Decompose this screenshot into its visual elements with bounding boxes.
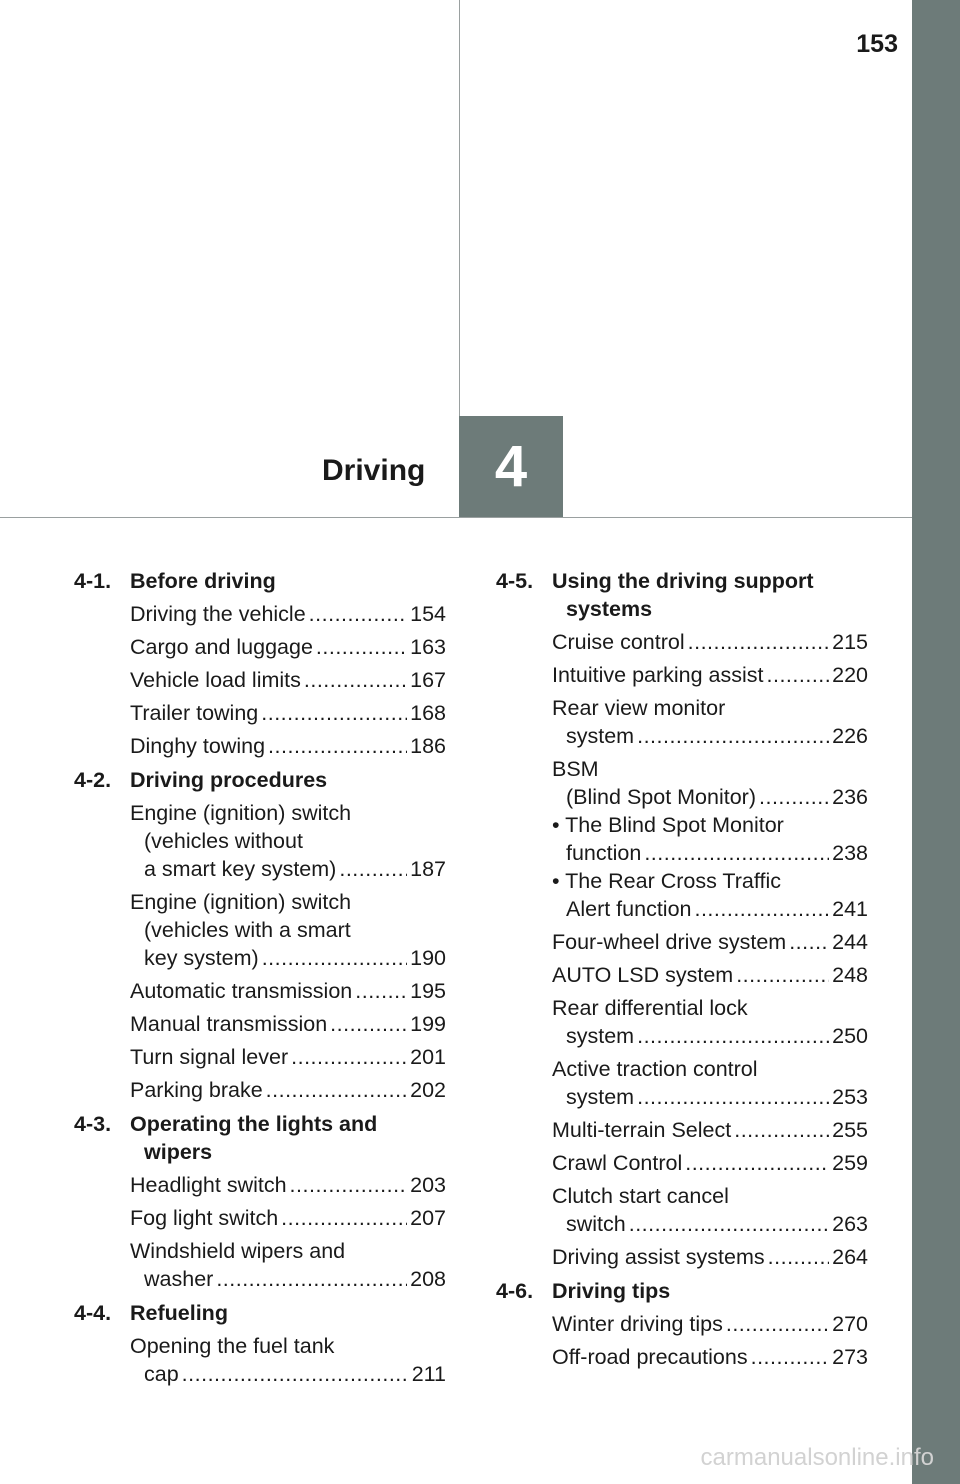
toc-entry[interactable] (130, 799, 446, 883)
toc-entry[interactable] (552, 811, 868, 867)
toc-entry[interactable] (130, 1237, 446, 1293)
leader-dots (726, 1310, 829, 1338)
section-heading (74, 1110, 446, 1166)
entry-title: Vehicle load limits (130, 668, 301, 692)
section-title (552, 567, 868, 623)
entry-title: system (566, 1024, 635, 1048)
section-title (130, 766, 446, 794)
leader-dots (767, 661, 830, 689)
leader-dots (316, 633, 407, 661)
section-title-line: wipers (144, 1140, 213, 1164)
chapter-number-box (459, 416, 563, 517)
leader-dots (637, 1083, 829, 1111)
entry-title: Automatic transmission (130, 979, 353, 1003)
page-number: 153 (856, 30, 898, 58)
vertical-divider (459, 0, 460, 416)
entry-title: system (566, 724, 635, 748)
section-number: 4-5. (496, 569, 534, 593)
toc-right-column (496, 567, 868, 1377)
entry-page-number[interactable]: 190 (410, 946, 446, 970)
toc-entry[interactable] (130, 633, 446, 661)
entry-title: Trailer towing (130, 701, 259, 725)
toc-entry[interactable] (552, 928, 868, 956)
entry-title: washer (144, 1267, 214, 1291)
toc-entry[interactable] (130, 699, 446, 727)
leader-dots (262, 944, 407, 972)
entry-page-number[interactable]: 201 (410, 1045, 446, 1069)
entry-title: Four-wheel drive system (552, 930, 787, 954)
entry-text-line: (vehicles without (144, 829, 303, 853)
entry-page-number[interactable]: 244 (832, 930, 868, 954)
entry-title: key system) (144, 946, 259, 970)
leader-dots (290, 1171, 408, 1199)
toc-entry[interactable] (130, 1171, 446, 1199)
section-number: 4-1. (74, 569, 112, 593)
toc-section (74, 766, 446, 1104)
leader-dots (304, 666, 407, 694)
section-title-line: Operating the lights and (130, 1112, 378, 1136)
entry-title: Intuitive parking assist (552, 663, 764, 687)
leader-dots (339, 855, 407, 883)
leader-dots (685, 1149, 829, 1177)
section-title-line: Driving tips (552, 1279, 671, 1303)
entry-page-number[interactable]: 186 (410, 734, 446, 758)
entry-title: Off-road precautions (552, 1345, 748, 1369)
entry-text-line: • The Blind Spot Monitor (552, 813, 784, 837)
entry-title: Parking brake (130, 1078, 263, 1102)
section-number: 4-3. (74, 1112, 112, 1136)
entry-text-line: Windshield wipers and (130, 1239, 346, 1263)
toc-entry[interactable] (552, 628, 868, 656)
entry-page-number[interactable]: 248 (832, 963, 868, 987)
section-heading (496, 1277, 868, 1305)
chapter-side-bar (912, 0, 960, 1484)
leader-dots (768, 1243, 829, 1271)
toc-left-column (74, 567, 446, 1394)
section-title (130, 1110, 446, 1166)
entry-title: Crawl Control (552, 1151, 683, 1175)
toc-entry[interactable] (130, 600, 446, 628)
toc-entry[interactable] (130, 732, 446, 760)
leader-dots (644, 839, 829, 867)
section-title (552, 1277, 868, 1305)
toc-entry[interactable] (552, 1149, 868, 1177)
entry-page-number[interactable]: 253 (832, 1085, 868, 1109)
leader-dots (759, 783, 829, 811)
leader-dots (291, 1043, 407, 1071)
leader-dots (751, 1343, 830, 1371)
entry-title: Winter driving tips (552, 1312, 723, 1336)
section-number: 4-2. (74, 768, 112, 792)
entry-title: Turn signal lever (130, 1045, 289, 1069)
entry-title: Driving assist systems (552, 1245, 765, 1269)
entry-text-line: Engine (ignition) switch (130, 890, 352, 914)
entry-page-number[interactable]: 236 (832, 785, 868, 809)
entry-text-line: Engine (ignition) switch (130, 801, 352, 825)
leader-dots (789, 928, 829, 956)
entry-page-number[interactable]: 187 (410, 857, 446, 881)
leader-dots (216, 1265, 407, 1293)
section-title (130, 1299, 446, 1327)
toc-entry[interactable] (552, 867, 868, 923)
entry-page-number[interactable]: 208 (410, 1267, 446, 1291)
entry-page-number[interactable]: 259 (832, 1151, 868, 1175)
entry-page-number[interactable]: 241 (832, 897, 868, 921)
entry-text-line: (vehicles with a smart (144, 918, 351, 942)
section-title-line: Before driving (130, 569, 276, 593)
entry-title: Multi-terrain Select (552, 1118, 732, 1142)
entry-title: Fog light switch (130, 1206, 279, 1230)
leader-dots (281, 1204, 407, 1232)
leader-dots (268, 732, 407, 760)
section-heading (496, 567, 868, 623)
entry-text-line: Active traction control (552, 1057, 758, 1081)
entry-page-number[interactable]: 273 (832, 1345, 868, 1369)
section-number: 4-6. (496, 1279, 534, 1303)
section-title-line: Driving procedures (130, 768, 328, 792)
toc-entry[interactable] (552, 961, 868, 989)
entry-page-number[interactable]: 207 (410, 1206, 446, 1230)
section-heading (74, 567, 446, 595)
toc-section (74, 1110, 446, 1293)
leader-dots (688, 628, 829, 656)
entry-page-number[interactable]: 168 (410, 701, 446, 725)
entry-page-number[interactable]: 211 (411, 1362, 446, 1386)
entry-title: system (566, 1085, 635, 1109)
entry-title: switch (566, 1212, 626, 1236)
entry-title: Driving the vehicle (130, 602, 306, 626)
leader-dots (637, 1022, 829, 1050)
section-title-line: Using the driving support (552, 569, 814, 593)
leader-dots (736, 961, 829, 989)
leader-dots (629, 1210, 829, 1238)
section-heading (74, 766, 446, 794)
entry-title: Alert function (566, 897, 692, 921)
entry-text-line: Clutch start cancel (552, 1184, 729, 1208)
entry-text-line: BSM (552, 757, 599, 781)
entry-page-number[interactable]: 202 (410, 1078, 446, 1102)
section-title-line: systems (566, 597, 653, 621)
entry-title: Manual transmission (130, 1012, 328, 1036)
toc-entry[interactable] (552, 1055, 868, 1111)
entry-page-number[interactable]: 264 (832, 1245, 868, 1269)
toc-entry[interactable] (130, 1076, 446, 1104)
toc-entry[interactable] (130, 977, 446, 1005)
leader-dots (266, 1076, 407, 1104)
entry-page-number[interactable]: 238 (832, 841, 868, 865)
entry-page-number[interactable]: 167 (410, 668, 446, 692)
leader-dots (694, 895, 829, 923)
toc-entry[interactable] (552, 661, 868, 689)
entry-title: a smart key system) (144, 857, 337, 881)
entry-page-number[interactable]: 250 (832, 1024, 868, 1048)
section-title-line: Refueling (130, 1301, 228, 1325)
horizontal-divider (0, 517, 912, 518)
toc-entry[interactable] (130, 1204, 446, 1232)
toc-entry[interactable] (130, 666, 446, 694)
entry-title: (Blind Spot Monitor) (566, 785, 756, 809)
entry-page-number[interactable]: 199 (410, 1012, 446, 1036)
toc-entry[interactable] (552, 1310, 868, 1338)
entry-page-number[interactable]: 203 (410, 1173, 446, 1197)
leader-dots (182, 1360, 409, 1388)
section-title (130, 567, 446, 595)
leader-dots (637, 722, 829, 750)
entry-title: AUTO LSD system (552, 963, 734, 987)
entry-text-line: Rear differential lock (552, 996, 748, 1020)
entry-title: Cruise control (552, 630, 685, 654)
toc-section (74, 1299, 446, 1388)
leader-dots (330, 1010, 407, 1038)
toc-entry[interactable] (552, 1343, 868, 1371)
leader-dots (734, 1116, 829, 1144)
entry-page-number[interactable]: 163 (410, 635, 446, 659)
entry-title: Dinghy towing (130, 734, 266, 758)
toc-section (496, 1277, 868, 1371)
toc-entry[interactable] (130, 888, 446, 972)
leader-dots (355, 977, 407, 1005)
toc-section (496, 567, 868, 1271)
leader-dots (309, 600, 407, 628)
entry-page-number[interactable]: 154 (410, 602, 446, 626)
entry-title: Headlight switch (130, 1173, 287, 1197)
entry-title: Cargo and luggage (130, 635, 313, 659)
entry-page-number[interactable]: 220 (832, 663, 868, 687)
toc-entry[interactable] (552, 694, 868, 750)
entry-title: function (566, 841, 642, 865)
entry-page-number[interactable]: 255 (832, 1118, 868, 1142)
watermark: carmanualsonline.info (700, 1444, 934, 1471)
entry-page-number[interactable]: 263 (832, 1212, 868, 1236)
toc-section (74, 567, 446, 760)
entry-page-number[interactable]: 215 (832, 630, 868, 654)
leader-dots (261, 699, 407, 727)
toc-entry[interactable] (552, 755, 868, 811)
toc-entry[interactable] (552, 1182, 868, 1238)
section-number: 4-4. (74, 1301, 112, 1325)
section-heading (74, 1299, 446, 1327)
toc-entry[interactable] (130, 1010, 446, 1038)
toc-entry[interactable] (552, 1116, 868, 1144)
entry-page-number[interactable]: 270 (832, 1312, 868, 1336)
toc-entry[interactable] (552, 994, 868, 1050)
chapter-title: Driving (322, 454, 426, 487)
toc-entry[interactable] (130, 1043, 446, 1071)
entry-page-number[interactable]: 226 (832, 724, 868, 748)
chapter-number: 4 (494, 434, 528, 499)
entry-title: cap (144, 1362, 179, 1386)
toc-entry[interactable] (552, 1243, 868, 1271)
entry-page-number[interactable]: 195 (410, 979, 446, 1003)
entry-text-line: Rear view monitor (552, 696, 726, 720)
entry-text-line: Opening the fuel tank (130, 1334, 335, 1358)
entry-text-line: • The Rear Cross Traffic (552, 869, 781, 893)
toc-entry[interactable] (130, 1332, 446, 1388)
